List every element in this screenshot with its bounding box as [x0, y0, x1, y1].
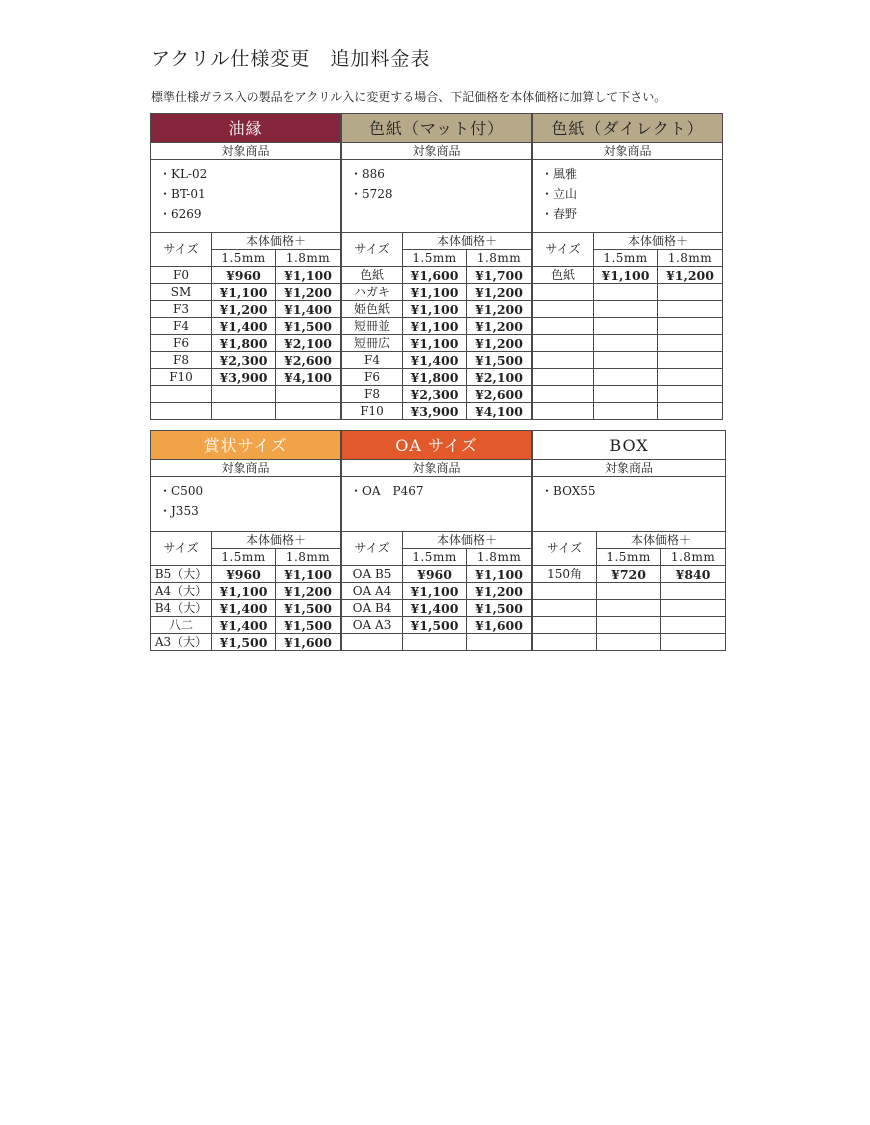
- price-1-8mm-cell: ¥840: [661, 566, 726, 583]
- table-row: [533, 369, 723, 386]
- size-cell: F6: [151, 335, 212, 352]
- price-1-5mm-cell: ¥1,600: [403, 267, 467, 284]
- table-header: 色紙（マット付）: [342, 114, 532, 143]
- product-list: [151, 160, 341, 233]
- price-1-8mm-cell: ¥1,500: [276, 600, 341, 617]
- price-section-bottom: [150, 430, 726, 651]
- price-table: [532, 430, 726, 651]
- size-cell: SM: [151, 284, 212, 301]
- product-list: [151, 477, 341, 532]
- table-row: [533, 284, 723, 301]
- price-1-8mm-cell: ¥1,200: [276, 583, 341, 600]
- size-cell: ハガキ: [342, 284, 403, 301]
- size-cell: F6: [342, 369, 403, 386]
- thickness-1-header: 1.5mm: [403, 250, 467, 267]
- price-1-5mm-cell: ¥1,100: [403, 318, 467, 335]
- price-1-8mm-cell: ¥2,600: [276, 352, 341, 369]
- price-1-8mm-cell: ¥1,500: [276, 318, 341, 335]
- size-cell: [151, 386, 212, 403]
- price-table: [341, 430, 532, 651]
- price-1-5mm-cell: ¥1,100: [403, 335, 467, 352]
- table-header: 色紙（ダイレクト）: [533, 114, 723, 143]
- price-1-8mm-cell: ¥1,400: [276, 301, 341, 318]
- price-1-5mm-cell: [597, 583, 661, 600]
- size-cell: [533, 634, 597, 651]
- price-table-oa: [341, 430, 532, 651]
- size-cell: 短冊並: [342, 318, 403, 335]
- thickness-2-header: 1.8mm: [276, 250, 341, 267]
- product-item: ・OA P467: [350, 484, 424, 498]
- product-item: ・風雅: [541, 167, 578, 181]
- size-cell: [533, 403, 594, 420]
- table-row: [151, 617, 341, 634]
- table-row: [151, 369, 341, 386]
- size-cell: 色紙: [342, 267, 403, 284]
- price-1-8mm-cell: ¥1,200: [467, 583, 532, 600]
- price-1-8mm-cell: [658, 369, 723, 386]
- product-list: [342, 477, 532, 532]
- price-1-5mm-cell: [597, 617, 661, 634]
- price-1-5mm-cell: ¥1,800: [403, 369, 467, 386]
- thickness-1-header: 1.5mm: [403, 549, 467, 566]
- price-1-5mm-cell: ¥1,100: [403, 583, 467, 600]
- price-1-5mm-cell: ¥1,100: [212, 284, 276, 301]
- price-1-5mm-cell: [594, 318, 658, 335]
- price-1-8mm-cell: ¥1,200: [467, 301, 532, 318]
- price-1-8mm-cell: [661, 617, 726, 634]
- target-products-label: 対象商品: [151, 460, 341, 477]
- thickness-2-header: 1.8mm: [661, 549, 726, 566]
- table-row: [533, 617, 726, 634]
- price-1-8mm-cell: ¥1,200: [658, 267, 723, 284]
- size-cell: OA B5: [342, 566, 403, 583]
- price-1-5mm-cell: ¥960: [212, 267, 276, 284]
- price-1-5mm-cell: ¥1,400: [403, 600, 467, 617]
- price-1-5mm-cell: [594, 284, 658, 301]
- price-1-8mm-cell: [658, 403, 723, 420]
- table-row: [342, 369, 532, 386]
- price-1-8mm-cell: [661, 600, 726, 617]
- table-row: [151, 634, 341, 651]
- size-cell: [533, 369, 594, 386]
- table-row: [533, 386, 723, 403]
- thickness-2-header: 1.8mm: [467, 549, 532, 566]
- price-1-5mm-cell: ¥1,400: [212, 318, 276, 335]
- target-products-label: 対象商品: [533, 143, 723, 160]
- price-1-8mm-cell: [276, 403, 341, 420]
- size-cell: [533, 301, 594, 318]
- size-cell: [533, 386, 594, 403]
- size-cell: OA A3: [342, 617, 403, 634]
- size-cell: [533, 352, 594, 369]
- size-cell: [533, 600, 597, 617]
- price-1-8mm-cell: [658, 318, 723, 335]
- price-table: [150, 113, 341, 420]
- price-1-8mm-cell: ¥1,500: [276, 617, 341, 634]
- size-cell: [533, 617, 597, 634]
- price-1-8mm-cell: [658, 335, 723, 352]
- price-1-5mm-cell: [594, 386, 658, 403]
- size-cell: 姫色紙: [342, 301, 403, 318]
- size-cell: F8: [342, 386, 403, 403]
- price-1-5mm-cell: ¥3,900: [403, 403, 467, 420]
- price-1-8mm-cell: ¥1,700: [467, 267, 532, 284]
- product-item: ・KL-02: [159, 167, 208, 181]
- price-table-shikishi-mat: [341, 113, 532, 420]
- price-table-box: [532, 430, 726, 651]
- table-row: [342, 284, 532, 301]
- table-header: BOX: [533, 431, 726, 460]
- table-row: [151, 318, 341, 335]
- price-column-header: 本体価格＋: [403, 233, 532, 250]
- table-row: [342, 566, 532, 583]
- table-header: 油縁: [151, 114, 341, 143]
- price-1-8mm-cell: ¥2,100: [276, 335, 341, 352]
- price-1-5mm-cell: ¥960: [212, 566, 276, 583]
- size-cell: [342, 634, 403, 651]
- price-1-5mm-cell: [594, 352, 658, 369]
- price-1-5mm-cell: [403, 634, 467, 651]
- price-1-8mm-cell: ¥4,100: [467, 403, 532, 420]
- size-cell: F0: [151, 267, 212, 284]
- price-1-8mm-cell: ¥2,600: [467, 386, 532, 403]
- target-products-label: 対象商品: [342, 460, 532, 477]
- thickness-1-header: 1.5mm: [597, 549, 661, 566]
- size-cell: OA A4: [342, 583, 403, 600]
- price-section-top: [150, 113, 723, 420]
- size-column-header: サイズ: [151, 532, 212, 566]
- price-1-5mm-cell: [597, 600, 661, 617]
- price-table: [341, 113, 532, 420]
- table-row: [342, 301, 532, 318]
- thickness-2-header: 1.8mm: [276, 549, 341, 566]
- price-1-5mm-cell: ¥1,400: [212, 600, 276, 617]
- price-table-shojo: [150, 430, 341, 651]
- table-row: [342, 634, 532, 651]
- product-item: ・5728: [350, 187, 393, 201]
- price-table: [532, 113, 723, 420]
- table-row: [151, 284, 341, 301]
- product-item: ・C500: [159, 484, 204, 498]
- table-row: [151, 335, 341, 352]
- table-row: [151, 301, 341, 318]
- table-row: [342, 600, 532, 617]
- price-column-header: 本体価格＋: [597, 532, 726, 549]
- size-cell: B4（大）: [151, 600, 212, 617]
- table-row: [342, 335, 532, 352]
- price-1-5mm-cell: ¥960: [403, 566, 467, 583]
- size-column-header: サイズ: [533, 233, 594, 267]
- table-row: [533, 267, 723, 284]
- table-row: [151, 267, 341, 284]
- price-1-8mm-cell: [658, 352, 723, 369]
- size-cell: [533, 318, 594, 335]
- price-column-header: 本体価格＋: [403, 532, 532, 549]
- table-row: [533, 335, 723, 352]
- price-1-8mm-cell: ¥1,200: [276, 284, 341, 301]
- size-cell: OA B4: [342, 600, 403, 617]
- price-1-5mm-cell: ¥1,400: [403, 352, 467, 369]
- product-item: ・春野: [541, 207, 578, 221]
- price-1-5mm-cell: [594, 335, 658, 352]
- table-row: [342, 617, 532, 634]
- price-column-header: 本体価格＋: [212, 233, 341, 250]
- price-1-8mm-cell: [658, 386, 723, 403]
- product-list: [533, 477, 726, 532]
- product-item: ・886: [350, 167, 385, 181]
- table-row: [533, 301, 723, 318]
- table-row: [533, 583, 726, 600]
- price-1-5mm-cell: ¥2,300: [403, 386, 467, 403]
- table-row: [342, 352, 532, 369]
- product-item: ・BT-01: [159, 187, 206, 201]
- price-1-8mm-cell: ¥1,500: [467, 600, 532, 617]
- target-products-label: 対象商品: [342, 143, 532, 160]
- table-row: [151, 403, 341, 420]
- price-1-8mm-cell: ¥1,600: [276, 634, 341, 651]
- price-table-shikishi-direct: [532, 113, 723, 420]
- table-row: [151, 600, 341, 617]
- price-1-5mm-cell: [594, 369, 658, 386]
- table-header: 賞状サイズ: [151, 431, 341, 460]
- price-1-5mm-cell: [212, 403, 276, 420]
- product-item: ・J353: [159, 504, 199, 518]
- target-products-label: 対象商品: [151, 143, 341, 160]
- product-item: ・6269: [159, 207, 202, 221]
- product-item: ・立山: [541, 187, 578, 201]
- price-1-5mm-cell: ¥1,200: [212, 301, 276, 318]
- price-1-5mm-cell: [594, 301, 658, 318]
- table-row: [533, 566, 726, 583]
- size-column-header: サイズ: [151, 233, 212, 267]
- size-cell: F10: [151, 369, 212, 386]
- price-1-5mm-cell: ¥1,800: [212, 335, 276, 352]
- price-1-8mm-cell: [661, 634, 726, 651]
- price-table-aburaen: [150, 113, 341, 420]
- price-1-8mm-cell: ¥4,100: [276, 369, 341, 386]
- size-column-header: サイズ: [533, 532, 597, 566]
- size-cell: B5（大）: [151, 566, 212, 583]
- table-row: [342, 318, 532, 335]
- page-subtitle: 標準仕様ガラス入の製品をアクリル入に変更する場合、下記価格を本体価格に加算して下さい。: [151, 90, 667, 104]
- price-1-5mm-cell: ¥1,500: [403, 617, 467, 634]
- size-cell: 150角: [533, 566, 597, 583]
- price-1-8mm-cell: ¥1,200: [467, 318, 532, 335]
- price-1-8mm-cell: [661, 583, 726, 600]
- price-1-8mm-cell: ¥1,500: [467, 352, 532, 369]
- price-1-8mm-cell: ¥2,100: [467, 369, 532, 386]
- price-1-5mm-cell: ¥2,300: [212, 352, 276, 369]
- product-list: [342, 160, 532, 233]
- table-row: [533, 318, 723, 335]
- size-cell: A4（大）: [151, 583, 212, 600]
- price-1-8mm-cell: [658, 284, 723, 301]
- table-row: [342, 267, 532, 284]
- price-1-8mm-cell: ¥1,600: [467, 617, 532, 634]
- thickness-1-header: 1.5mm: [212, 549, 276, 566]
- size-cell: 八二: [151, 617, 212, 634]
- size-cell: F8: [151, 352, 212, 369]
- table-row: [533, 403, 723, 420]
- price-1-5mm-cell: ¥1,100: [403, 284, 467, 301]
- size-column-header: サイズ: [342, 532, 403, 566]
- size-cell: [533, 583, 597, 600]
- price-1-8mm-cell: [658, 301, 723, 318]
- page-title: アクリル仕様変更 追加料金表: [151, 48, 431, 70]
- table-row: [533, 352, 723, 369]
- size-cell: [533, 284, 594, 301]
- price-1-5mm-cell: [212, 386, 276, 403]
- product-list: [533, 160, 723, 233]
- table-row: [151, 583, 341, 600]
- target-products-label: 対象商品: [533, 460, 726, 477]
- size-column-header: サイズ: [342, 233, 403, 267]
- price-1-8mm-cell: ¥1,100: [467, 566, 532, 583]
- table-row: [533, 634, 726, 651]
- size-cell: F3: [151, 301, 212, 318]
- table-row: [342, 583, 532, 600]
- thickness-1-header: 1.5mm: [212, 250, 276, 267]
- size-cell: F4: [151, 318, 212, 335]
- size-cell: F4: [342, 352, 403, 369]
- thickness-2-header: 1.8mm: [658, 250, 723, 267]
- table-row: [151, 386, 341, 403]
- table-header: OA サイズ: [342, 431, 532, 460]
- price-1-8mm-cell: [276, 386, 341, 403]
- table-row: [151, 352, 341, 369]
- price-1-8mm-cell: ¥1,200: [467, 284, 532, 301]
- price-1-5mm-cell: [594, 403, 658, 420]
- thickness-2-header: 1.8mm: [467, 250, 532, 267]
- size-cell: 短冊広: [342, 335, 403, 352]
- product-item: ・BOX55: [541, 484, 596, 498]
- table-row: [342, 403, 532, 420]
- price-1-5mm-cell: ¥1,100: [212, 583, 276, 600]
- price-1-5mm-cell: ¥1,100: [594, 267, 658, 284]
- table-row: [151, 566, 341, 583]
- price-table: [150, 430, 341, 651]
- table-row: [533, 600, 726, 617]
- price-1-5mm-cell: [597, 634, 661, 651]
- price-1-5mm-cell: ¥1,400: [212, 617, 276, 634]
- size-cell: [533, 335, 594, 352]
- price-1-8mm-cell: ¥1,100: [276, 566, 341, 583]
- price-1-8mm-cell: [467, 634, 532, 651]
- price-1-5mm-cell: ¥720: [597, 566, 661, 583]
- size-cell: [151, 403, 212, 420]
- price-1-5mm-cell: ¥1,100: [403, 301, 467, 318]
- size-cell: F10: [342, 403, 403, 420]
- price-column-header: 本体価格＋: [212, 532, 341, 549]
- price-1-5mm-cell: ¥1,500: [212, 634, 276, 651]
- price-1-8mm-cell: ¥1,100: [276, 267, 341, 284]
- price-column-header: 本体価格＋: [594, 233, 723, 250]
- size-cell: 色紙: [533, 267, 594, 284]
- price-1-5mm-cell: ¥3,900: [212, 369, 276, 386]
- thickness-1-header: 1.5mm: [594, 250, 658, 267]
- price-1-8mm-cell: ¥1,200: [467, 335, 532, 352]
- size-cell: A3（大）: [151, 634, 212, 651]
- table-row: [342, 386, 532, 403]
